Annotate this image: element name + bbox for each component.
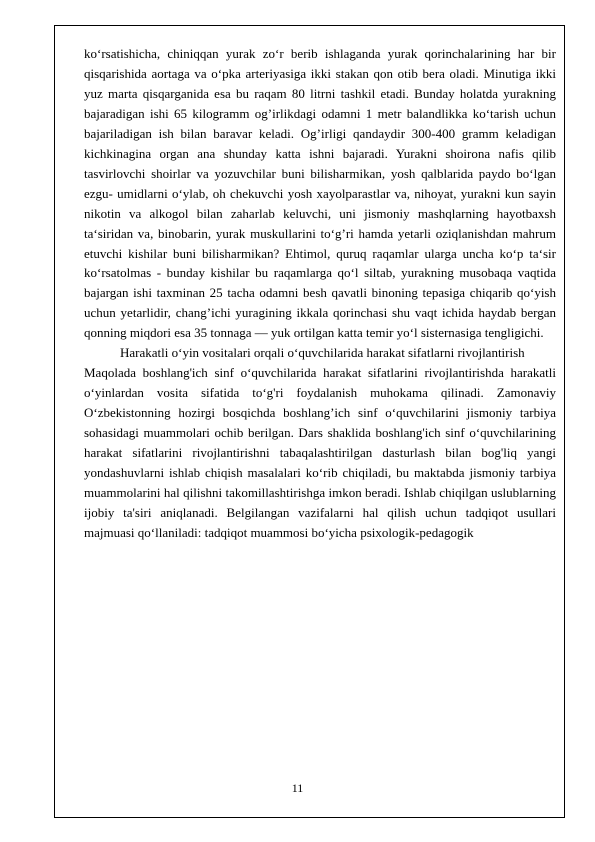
page-number: 11 [291, 781, 304, 795]
body-paragraph: Maqolada boshlang'ich sinf o‘quvchilarida harakat sifatlarini rivojlantirishda harakatli o‘yinlardan vosita sifatida to‘g'ri foydalanish muhokama qilinadi. Zamonaviy O‘zbekistonning hozirgi bosqichda boshlang’ich sinf o‘quvchilarini jismoniy tarbiya sohasidagi muammolari ochib berilgan. Dars shaklida boshlang'ich sinf o‘quvchilarining harakat sifatlarini rivojlantirishni tabaqalashtirilgan dasturlash bilan bog'liq yangi yondashuvlarni ishlab chiqish masalalari ko‘rib chiqiladi, bu maktabda jismoniy tarbiya muammolarini hal qilishni takomillashtirishga imkon beradi. Ishlab chiqilgan uslublarning ijobiy ta'siri aniqlanadi. Belgilangan vazifalarni hal qilish uchun tadqiqot usullari majmuasi qo‘llaniladi: tadqiqot muammosi bo‘yicha psixologik-pedagogik [84, 365, 556, 540]
section-heading: Harakatli o‘yin vositalari orqali o‘quvchilarida harakat sifatlarni rivojlantirish [120, 345, 525, 361]
body-paragraph: ko‘rsatishicha, chiniqqan yurak zo‘r berib ishlaganda yurak qorinchalarining har bir qisqarishida aortaga va o‘pka arteriyasiga ikki stakan qon otib bera oladi. Minutiga ikki yuz marta qisqarganida esa bu raqam 80 litrni tashkil etadi. Bunday holatda yurakning bajaradigan ishi 65 kilogramm og’irlikdagi odamni 1 metr balandlikka ko‘tarish uchun bajariladigan ish bilan baravar keladi. Og’irligi qandaydir 300-400 gramm keladigan kichkinagina organ ana shunday katta ishni bajaradi. Yurakni shoirona nafis qilib tasvirlovchi shoirlar va yozuvchilar buni bilisharmikan, yosh qalblarida paydo bo‘lgan ezgu- umidlarni o‘ylab, oh chekuvchi yosh xayolparastlar va, nihoyat, yurakni kun sayin nikotin va alkogol bilan zaharlab keluvchi, uni jismoniy mashqlarning hayotbaxsh ta‘siridan va, binobarin, yurak muskullarini to‘g’ri hamda yetarli oziqlanishdan mahrum etuvchi kishilar buni bilisharmikan? Ehtimol, quruq raqamlar ularga uncha ko‘p ta‘sir ko‘rsatolmas - bunday kishilar bu raqamlarga qo‘l siltab, yurakning musobaqa vaqtida bajargan ishi taxminan 25 tacha odamni besh qavatli binoning tepasiga chiqarib qo‘yish uchun yetarlidir, chang’ichi yuragining ikkala qorinchasi shu vaqt ichida haydab bergan qonning miqdori esa 35 tonnaga — yuk ortilgan katta temir yo‘l sisternasiga tengligichi. [84, 46, 556, 341]
document-body [84, 44, 556, 543]
